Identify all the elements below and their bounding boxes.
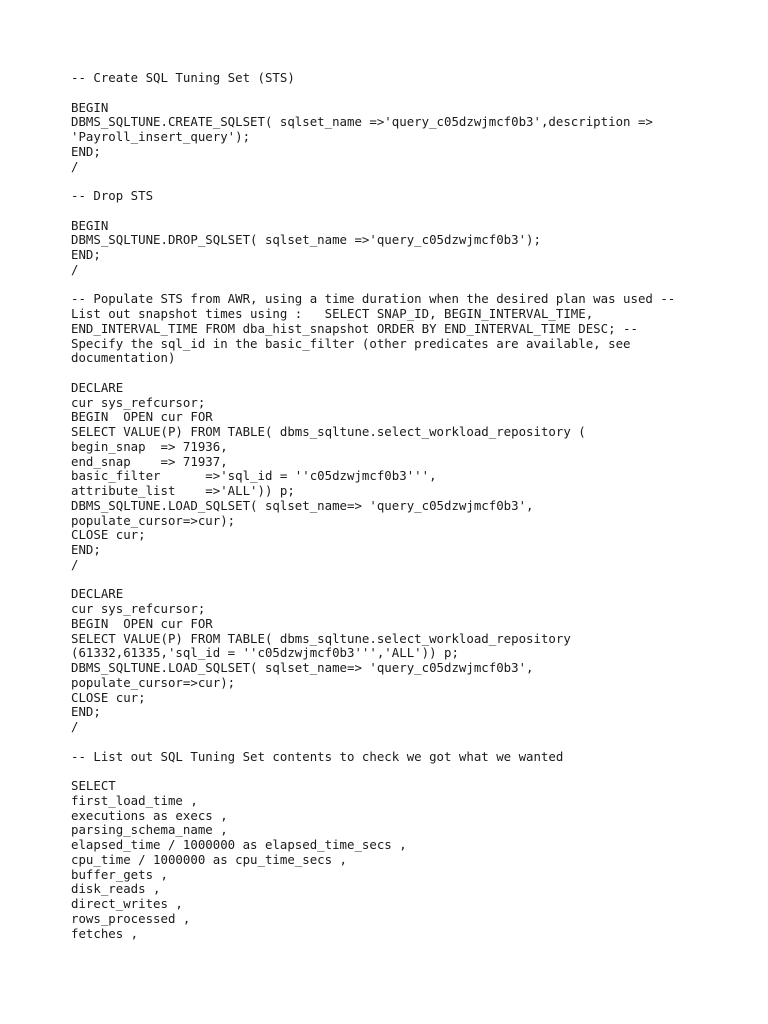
code-line: BEGIN OPEN cur FOR — [71, 409, 213, 425]
code-line: -- Drop STS — [71, 188, 154, 203]
code-line: DBMS_SQLTUNE.CREATE_SQLSET( sqlset_name =>'query_c05dzwjmcf0b3',description => — [71, 114, 653, 130]
code-line — [71, 764, 731, 779]
code-line: end_snap => 71937, — [71, 453, 228, 469]
code-line: begin_snap => 71936, — [71, 438, 228, 454]
code-line: -- List out SQL Tuning Set contents to check we got what we wanted — [71, 748, 564, 764]
code-line: END; — [71, 704, 101, 720]
code-line: disk_reads , — [71, 881, 161, 897]
code-line: basic_filter =>'sql_id = ''c05dzwjmcf0b3''', — [71, 468, 437, 484]
code-line: DBMS_SQLTUNE.LOAD_SQLSET( sqlset_name=> 'query_c05dzwjmcf0b3', — [71, 660, 534, 675]
sql-code-block — [71, 71, 731, 941]
code-line — [71, 573, 731, 588]
code-line: SELECT VALUE(P) FROM TABLE( dbms_sqltune.select_workload_repository ( — [71, 424, 586, 439]
code-line: / — [71, 556, 79, 572]
code-line: cur sys_refcursor; — [71, 394, 206, 410]
code-line: / — [71, 261, 79, 277]
code-line: rows_processed , — [71, 910, 191, 926]
code-line: DBMS_SQLTUNE.DROP_SQLSET( sqlset_name =>'query_c05dzwjmcf0b3'); — [71, 232, 541, 248]
code-line: documentation) — [71, 350, 176, 366]
code-line: BEGIN — [71, 217, 109, 233]
code-line — [71, 366, 731, 381]
code-line — [71, 204, 731, 219]
code-line: -- Create SQL Tuning Set (STS) — [71, 70, 295, 85]
code-line — [71, 86, 731, 101]
code-line: populate_cursor=>cur); — [71, 512, 236, 528]
code-line: cur sys_refcursor; — [71, 601, 206, 616]
code-line: END; — [71, 247, 101, 262]
code-line: executions as execs , — [71, 807, 228, 823]
code-line: Specify the sql_id in the basic_filter (other predicates are available, see — [71, 335, 631, 351]
code-line: parsing_schema_name , — [71, 822, 228, 838]
code-line: BEGIN OPEN cur FOR — [71, 615, 213, 631]
code-line — [71, 735, 731, 750]
code-line: (61332,61335,'sql_id = ''c05dzwjmcf0b3''','ALL')) p; — [71, 645, 459, 661]
code-line: BEGIN — [71, 99, 109, 115]
code-line: buffer_gets , — [71, 866, 168, 882]
code-line: fetches , — [71, 925, 139, 941]
code-line: attribute_list =>'ALL')) p; — [71, 483, 295, 498]
code-line: -- Populate STS from AWR, using a time duration when the desired plan was used -- — [71, 291, 676, 307]
code-line: 'Payroll_insert_query'); — [71, 129, 251, 144]
code-line: END; — [71, 542, 101, 557]
code-line: END; — [71, 143, 101, 159]
code-line: SELECT — [71, 778, 116, 793]
code-line: cpu_time / 1000000 as cpu_time_secs , — [71, 851, 348, 867]
code-line: DECLARE — [71, 379, 124, 395]
code-line — [71, 174, 731, 189]
code-line: CLOSE cur; — [71, 527, 146, 543]
code-line: populate_cursor=>cur); — [71, 674, 236, 690]
code-line: / — [71, 158, 79, 174]
code-line: CLOSE cur; — [71, 689, 146, 705]
code-line: END_INTERVAL_TIME FROM dba_hist_snapshot ORDER BY END_INTERVAL_TIME DESC; -- — [71, 320, 638, 336]
code-line: first_load_time , — [71, 792, 198, 808]
code-line: elapsed_time / 1000000 as elapsed_time_secs , — [71, 837, 407, 852]
code-line: DBMS_SQLTUNE.LOAD_SQLSET( sqlset_name=> 'query_c05dzwjmcf0b3', — [71, 497, 534, 513]
code-line: / — [71, 719, 79, 734]
code-line — [71, 278, 731, 293]
code-line: SELECT VALUE(P) FROM TABLE( dbms_sqltune.select_workload_repository — [71, 630, 571, 646]
code-line: List out snapshot times using : SELECT SNAP_ID, BEGIN_INTERVAL_TIME, — [71, 306, 594, 321]
code-line: DECLARE — [71, 586, 124, 602]
code-line: direct_writes , — [71, 896, 183, 911]
